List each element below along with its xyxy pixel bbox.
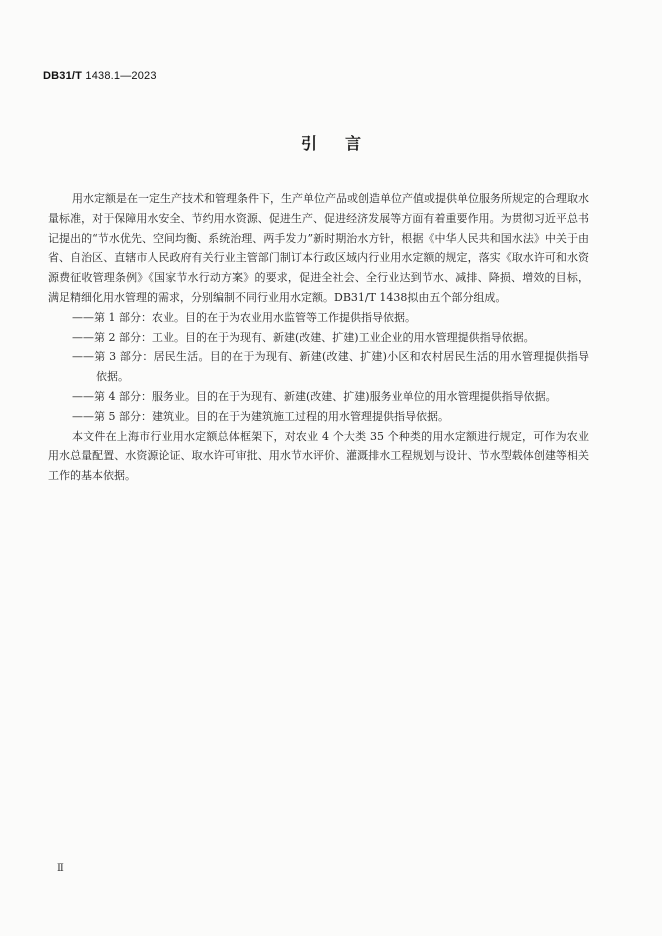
part-5-item: ——第 5 部分：建筑业。目的在于为建筑施工过程的用水管理提供指导依据。 xyxy=(72,409,449,423)
document-code-prefix: DB31/T xyxy=(43,70,83,82)
document-code xyxy=(43,70,157,82)
page-number: Ⅱ xyxy=(57,863,64,874)
part-1-item: ——第 1 部分：农业。目的在于为农业用水监管等工作提供指导依据。 xyxy=(72,310,416,324)
document-code-number: 1438.1—2023 xyxy=(85,70,157,82)
part-4-item: ——第 4 部分：服务业。目的在于为现有、新建(改建、扩建)服务业单位的用水管理提供指导依据。 xyxy=(72,389,557,403)
part-3-item: ——第 3 部分：居民生活。目的在于为现有、新建(改建、扩建)小区和农村居民生活的用水管理提供指导依据。 xyxy=(72,350,589,384)
intro-paragraph: 用水定额是在一定生产技术和管理条件下，生产单位产品或创造单位产值或提供单位服务所规定的合理取水量标准，对于保障用水安全、节约用水资源、促进生产、促进经济发展等方面有着重要作用。为贯彻习近平总书记提出的“节水优先、空间均衡、系统治理、两手发力”新时期治水方针，根据《中华人民共和国水法》中关于由省、自治区、直辖市人民政府有关行业主管部门制订本行政区域内行业用水定额的规定，落实《取水许可和水资源费征收管理条例》《国家节水行动方案》的要求，促进全社会、全行业达到节水、减排、降损、增效的目标，满足精细化用水管理的需求，分别编制不同行业用水定额。DB31/T 1438拟由五个部分组成。 xyxy=(48,192,589,304)
page-title: 引言 xyxy=(300,134,389,153)
body-text xyxy=(48,189,589,486)
part-2-item: ——第 2 部分：工业。目的在于为现有、新建(改建、扩建)工业企业的用水管理提供指导依据。 xyxy=(72,330,535,344)
closing-paragraph: 本文件在上海市行业用水定额总体框架下，对农业 4 个大类 35 个种类的用水定额进行规定，可作为农业用水总量配置、水资源论证、取水许可审批、用水节水评价、灌溉排水工程规划与设计、节水型载体创建等相关工作的基本依据。 xyxy=(48,429,589,483)
